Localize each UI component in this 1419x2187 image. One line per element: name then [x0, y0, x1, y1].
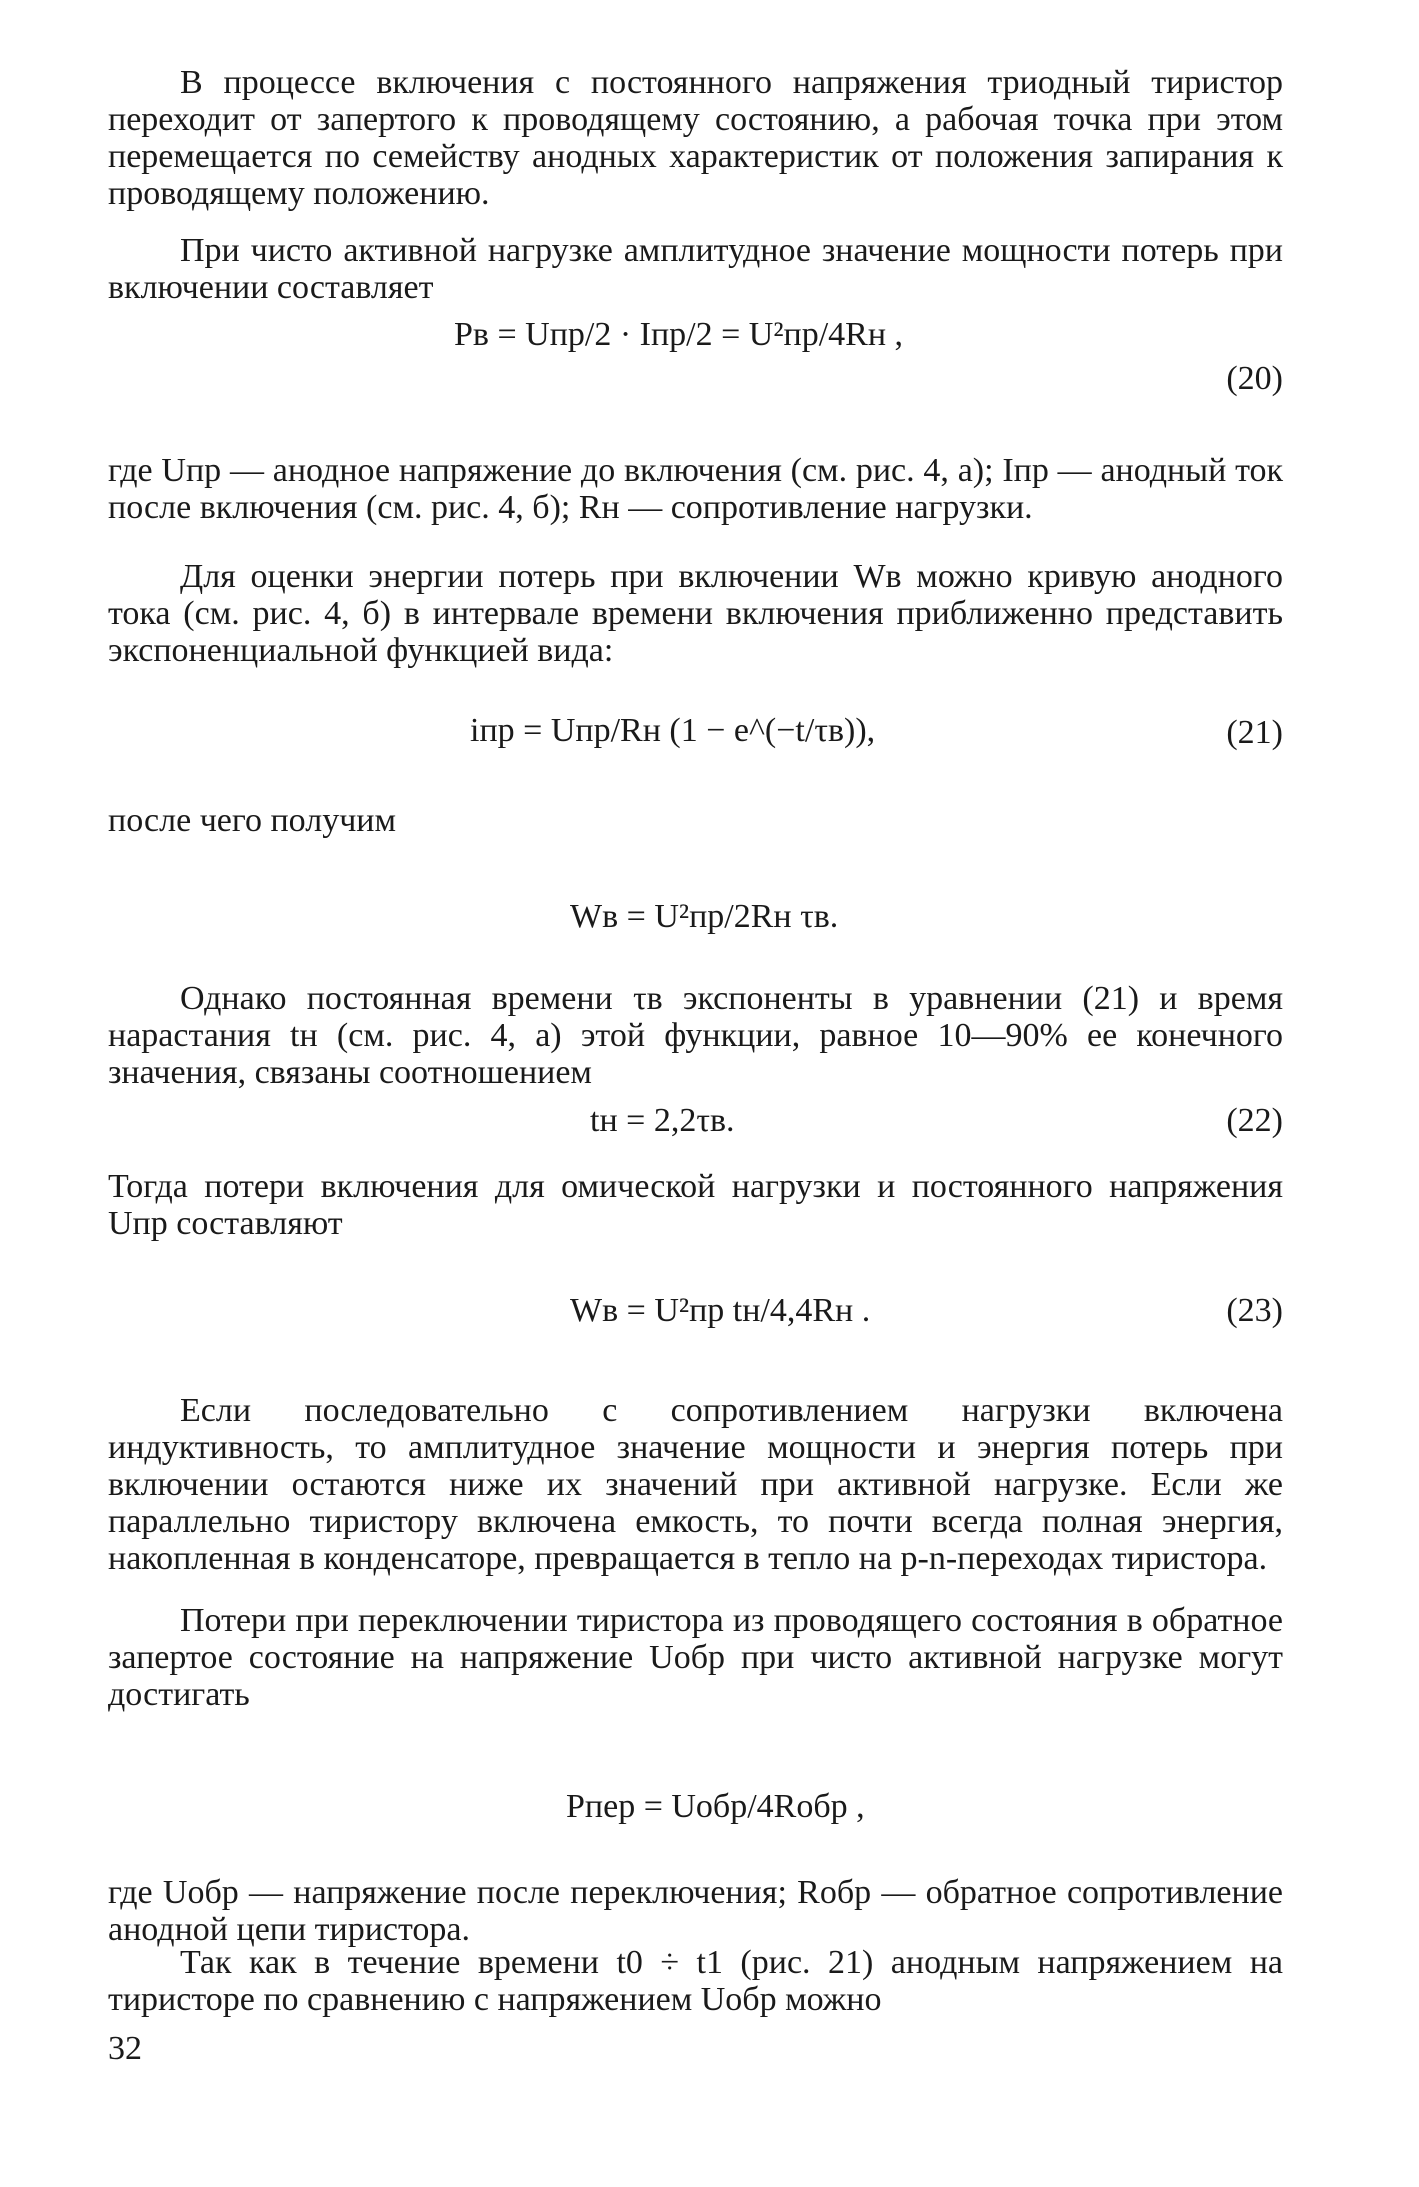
paragraph-4: Для оценки энергии потерь при включении Wв можно кривую анодного тока (см. рис. 4, б) в интервале времени включения приближенно представить экспоненциальной функцией вида: [108, 558, 1283, 669]
equation-20-text: Pв = Uпр/2 · Iпр/2 = U²пр/4Rн , [454, 316, 904, 353]
equation-20-number: (20) [1226, 360, 1283, 397]
paragraph-10: где Uобр — напряжение после переключения; Rобр — обратное сопротивление анодной цепи тиристора. [108, 1874, 1283, 1948]
paragraph-1: В процессе включения с постоянного напряжения триодный тиристор переходит от запертого к проводящему состоянию, а рабочая точка при этом перемещается по семейству анодных характеристик от положения запирания к проводящему положению. [108, 64, 1283, 212]
paragraph-6: Однако постоянная времени τв экспоненты в уравнении (21) и время нарастания tн (см. рис. 4, а) этой функции, равное 10—90% ее конечного значения, связаны соотношением [108, 980, 1283, 1091]
equation-20 [454, 318, 903, 352]
equation-22-text: tн = 2,2τв. [590, 1102, 735, 1139]
equation-22-number: (22) [1226, 1102, 1283, 1139]
equation-21 [470, 714, 875, 748]
page-number: 32 [108, 2030, 142, 2067]
equation-22 [590, 1104, 735, 1138]
paragraph-9: Потери при переключении тиристора из проводящего состояния в обратное запертое состояние на напряжение Uобр при чисто активной нагрузке могут достигать [108, 1602, 1283, 1713]
paragraph-11: Так как в течение времени t0 ÷ t1 (рис. 21) анодным напряжением на тиристоре по сравнению с напряжением Uобр можно [108, 1944, 1283, 2018]
equation-21-number: (21) [1226, 714, 1283, 751]
equation-w-text: Wв = U²пр/2Rн τв. [570, 898, 839, 935]
paragraph-2: При чисто активной нагрузке амплитудное значение мощности потерь при включении составляет [108, 232, 1283, 306]
equation-w [570, 900, 838, 934]
equation-23 [570, 1294, 870, 1328]
paragraph-7: Тогда потери включения для омической нагрузки и постоянного напряжения Uпр составляют [108, 1168, 1283, 1242]
equation-21-text: iпр = Uпр/Rн (1 − e^(−t/τв)), [470, 712, 876, 749]
equation-pper-text: Pпер = Uобр/4Rобр , [566, 1788, 865, 1825]
paragraph-5: после чего получим [108, 802, 397, 839]
equation-23-text: Wв = U²пр tн/4,4Rн . [570, 1292, 871, 1329]
equation-pper [566, 1790, 865, 1824]
paragraph-3: где Uпр — анодное напряжение до включения (см. рис. 4, а); Iпр — анодный ток после включения (см. рис. 4, б); Rн — сопротивление нагрузки. [108, 452, 1283, 526]
equation-23-number: (23) [1226, 1292, 1283, 1329]
paragraph-8: Если последовательно с сопротивлением нагрузки включена индуктивность, то амплитудное значение мощности и энергия потерь при включении остаются ниже их значений при активной нагрузке. Если же параллельно тиристору включена емкость, то почти всегда полная энергия, накопленная в конденсаторе, превращается в тепло на p-n-переходах тиристора. [108, 1392, 1283, 1577]
